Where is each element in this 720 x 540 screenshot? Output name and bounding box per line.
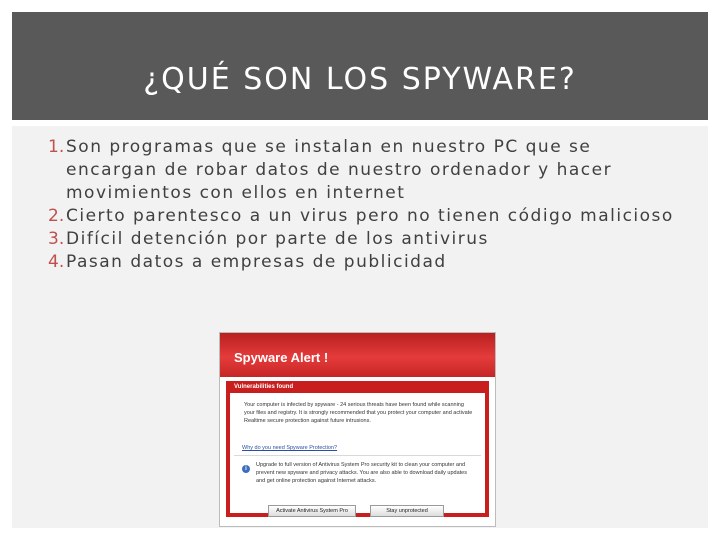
- slide-title: ¿QUÉ SON LOS SPYWARE?: [143, 62, 577, 97]
- bullet-number: 3.: [48, 229, 65, 249]
- bullet-number: 1.: [48, 137, 65, 157]
- bullet-text: Difícil detención por parte de los antivirus: [66, 229, 489, 249]
- bullet-item: [48, 251, 688, 274]
- bullet-text: Cierto parentesco a un virus pero no tienen código malicioso: [66, 206, 674, 226]
- alert-frame: [226, 381, 489, 517]
- bullet-list: [48, 136, 688, 274]
- spyware-alert-screenshot: [219, 332, 496, 527]
- bullet-number: 4.: [48, 252, 65, 272]
- info-icon: i: [242, 465, 250, 473]
- stay-unprotected-button[interactable]: Stay unprotected: [370, 505, 444, 517]
- alert-subtitle: Vulnerabilities found: [234, 384, 294, 390]
- bullet-number: 2.: [48, 206, 65, 226]
- alert-help-link[interactable]: Why do you need Spyware Protection?: [242, 445, 338, 451]
- title-bar: [12, 12, 708, 120]
- alert-divider: [234, 455, 481, 456]
- bullet-text: Pasan datos a empresas de publicidad: [66, 252, 447, 272]
- alert-title: Spyware Alert !: [234, 350, 329, 365]
- alert-message: Your computer is infected by spyware - 24 serious threats have been found while scanning your files and registry. It is strongly recommended that you protect your computer and activate Realtime secure protection against future intrusions.: [244, 402, 473, 424]
- bullet-item: [48, 205, 688, 228]
- activate-button[interactable]: Activate Antivirus System Pro: [268, 505, 356, 517]
- bullet-item: [48, 228, 688, 251]
- alert-header: [220, 333, 495, 377]
- bullet-item: [48, 136, 688, 205]
- alert-recommendation: Upgrade to full version of Antivirus System Pro security kit to clean your computer and prevent new spyware and privacy attacks. You are also able to download daily updates and get online protection against Internet attacks.: [256, 462, 467, 484]
- alert-body: [230, 393, 485, 513]
- bullet-text: Son programas que se instalan en nuestro PC que se encargan de robar datos de nuestro ordenador y hacer movimientos con ellos en internet: [66, 137, 613, 203]
